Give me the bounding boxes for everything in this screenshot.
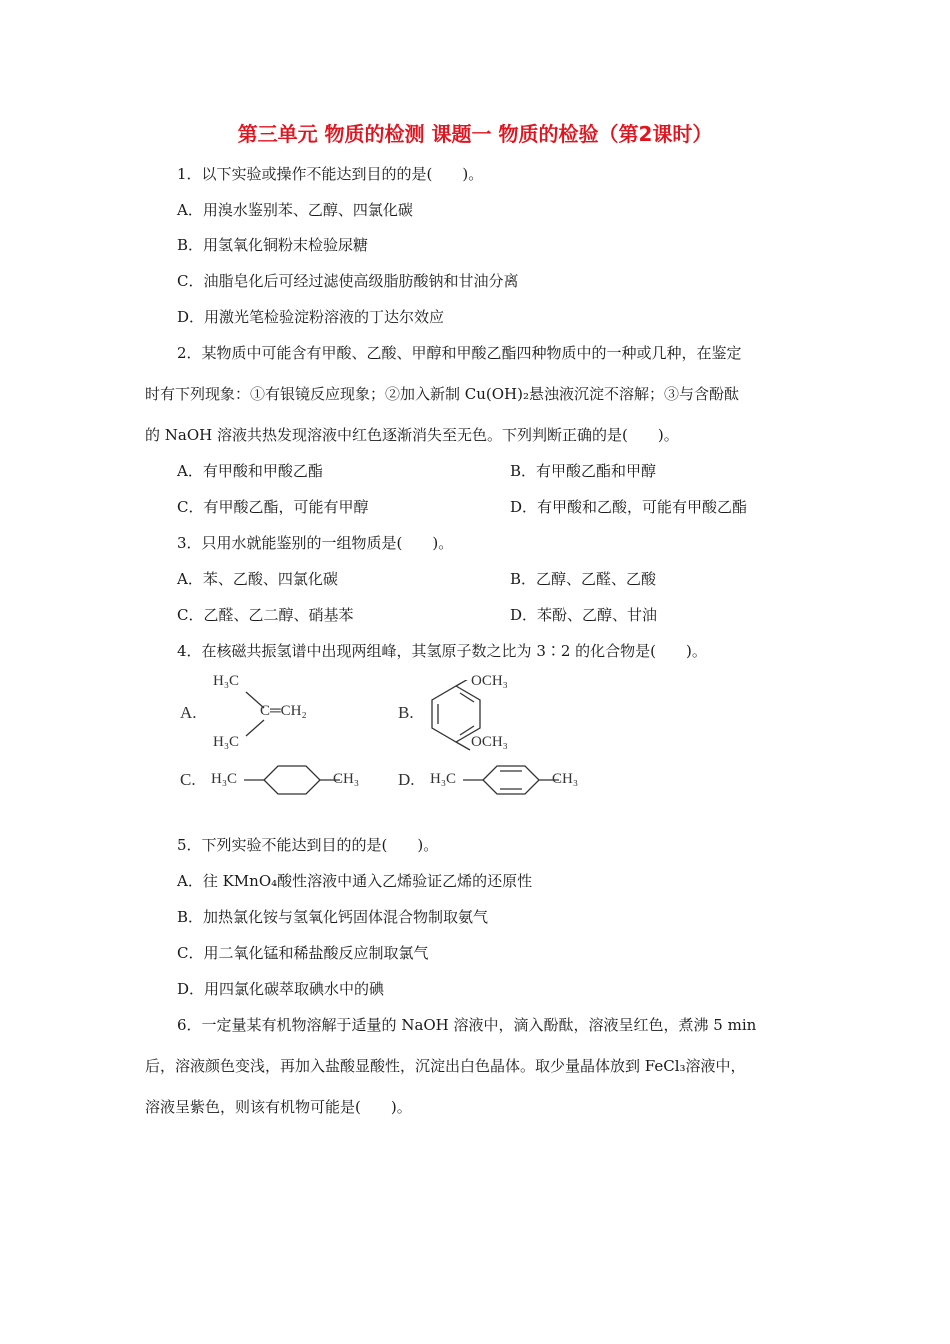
q4-structure-d-ring (463, 760, 563, 804)
q2-stem-line3: 的 NaOH 溶液共热发现溶液中红色逐渐消失至无色。下列判断正确的是( )。 (145, 426, 679, 444)
q6-stem-line1: 6．一定量某有机物溶解于适量的 NaOH 溶液中，滴入酚酞，溶液呈红色，煮沸 5 min (177, 1016, 757, 1034)
q4-d-right-methyl: CH₃ (552, 771, 579, 787)
q5-option-c: C．用二氧化锰和稀盐酸反应制取氯气 (177, 944, 429, 962)
q4-structure-a-bonds (230, 680, 290, 750)
q3-stem: 3．只用水就能鉴别的一组物质是( )。 (177, 534, 454, 552)
q4-c-right-methyl: CH₃ (333, 771, 360, 787)
q5-stem: 5．下列实验不能达到目的的是( )。 (177, 836, 439, 854)
q1-stem: 1．以下实验或操作不能达到目的的是( )。 (177, 165, 484, 183)
q1-option-c: C．油脂皂化后可经过滤使高级脂肪酸钠和甘油分离 (177, 272, 519, 290)
q2-option-b: B．有甲酸乙酯和甲醇 (510, 462, 657, 480)
q3-option-c: C．乙醛、乙二醇、硝基苯 (177, 606, 354, 624)
q1-option-b: B．用氢氧化铜粉末检验尿糖 (177, 236, 369, 254)
q3-option-b: B．乙醇、乙醛、乙酸 (510, 570, 657, 588)
page-title: 第三单元 物质的检测 课题一 物质的检验（第2课时） (237, 122, 713, 146)
q2-option-c: C．有甲酸乙酯，可能有甲醇 (177, 498, 369, 516)
q4-structure-c-ring (244, 760, 344, 804)
q6-stem-line2: 后，溶液颜色变浅，再加入盐酸显酸性，沉淀出白色晶体。取少量晶体放到 FeCl₃溶液中， (145, 1057, 746, 1075)
q4-b-och3-bottom: OCH₃ (471, 734, 508, 750)
q6-stem-line3: 溶液呈紫色，则该有机物可能是( )。 (145, 1098, 412, 1116)
q4-d-left-methyl: H₃C (430, 771, 457, 787)
q5-option-b: B．加热氯化铵与氢氧化钙固体混合物制取氨气 (177, 908, 489, 926)
q4-option-a-label: A. (180, 703, 197, 722)
q4-stem: 4．在核磁共振氢谱中出现两组峰，其氢原子数之比为 3∶2 的化合物是( )。 (177, 642, 707, 660)
q4-a-h3c-top: H₃C (213, 673, 240, 689)
q4-c-left-methyl: H₃C (211, 771, 238, 787)
q1-option-d: D．用激光笔检验淀粉溶液的丁达尔效应 (177, 308, 445, 326)
q2-stem-line2: 时有下列现象：①有银镜反应现象；②加入新制 Cu(OH)₂悬浊液沉淀不溶解；③与含酚酞 (145, 385, 740, 403)
q3-option-d: D．苯酚、乙醇、甘油 (510, 606, 658, 624)
q4-option-c-label: C. (180, 770, 196, 789)
q5-option-a: A．往 KMnO₄酸性溶液中通入乙烯验证乙烯的还原性 (177, 872, 533, 890)
q2-stem-line1: 2．某物质中可能含有甲酸、乙酸、甲醇和甲酸乙酯四种物质中的一种或几种，在鉴定 (177, 344, 742, 362)
q4-a-h3c-bottom: H₃C (213, 734, 240, 750)
q4-option-d-label: D. (398, 770, 415, 789)
q5-option-d: D．用四氯化碳萃取碘水中的碘 (177, 980, 385, 998)
q4-b-och3-top: OCH₃ (471, 673, 508, 689)
q3-option-a: A．苯、乙酸、四氯化碳 (177, 570, 338, 588)
q2-option-d: D．有甲酸和乙酸，可能有甲酸乙酯 (510, 498, 748, 516)
q4-a-ceq: C═CH₂ (260, 703, 307, 719)
q1-option-a: A．用溴水鉴别苯、乙醇、四氯化碳 (177, 201, 413, 219)
q4-option-b-label: B. (398, 703, 414, 722)
q2-option-a: A．有甲酸和甲酸乙酯 (177, 462, 323, 480)
